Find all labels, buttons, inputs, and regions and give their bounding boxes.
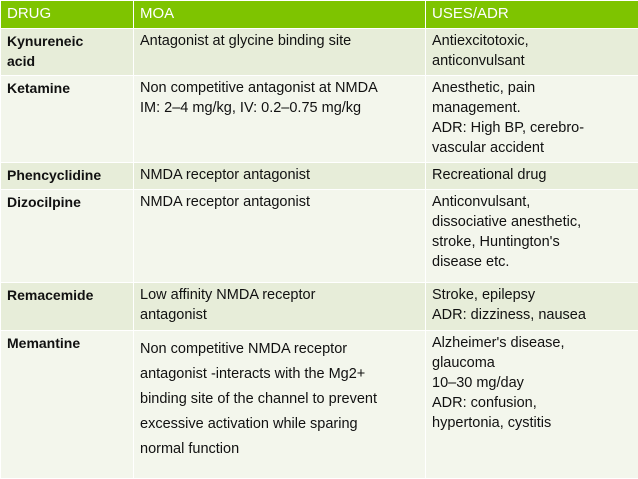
- uses-line: Alzheimer's disease,: [432, 335, 565, 351]
- uses-cell: [426, 283, 638, 331]
- uses-line: stroke, Huntington's: [432, 234, 560, 250]
- drug-cell: [1, 76, 134, 163]
- moa-line: antagonist: [140, 307, 207, 323]
- table-row: [1, 283, 638, 331]
- uses-cell: [426, 190, 638, 283]
- table-row: [1, 29, 638, 76]
- uses-line: glaucoma: [432, 355, 495, 371]
- uses-line: Anticonvulsant,: [432, 194, 531, 210]
- moa-cell: [134, 190, 426, 283]
- uses-line: ADR: confusion,: [432, 395, 537, 411]
- table-row: [1, 331, 638, 479]
- moa-cell: [134, 331, 426, 479]
- uses-line: disease etc.: [432, 254, 510, 270]
- drug-name-line: acid: [7, 53, 36, 69]
- moa-line: Non competitive NMDA receptor: [140, 341, 348, 357]
- table-row: [1, 76, 638, 163]
- header-moa: MOA: [134, 1, 426, 29]
- drug-name-line: Memantine: [7, 335, 81, 351]
- uses-cell: [426, 29, 638, 76]
- uses-line: Antiexcitotoxic,: [432, 33, 529, 49]
- drug-cell: [1, 331, 134, 479]
- header-row: [1, 1, 638, 29]
- uses-line: Recreational drug: [432, 167, 547, 183]
- uses-line: ADR: dizziness, nausea: [432, 307, 586, 323]
- moa-line: NMDA receptor antagonist: [140, 167, 311, 183]
- uses-line: ADR: High BP, cerebro-: [432, 120, 585, 136]
- uses-line: vascular accident: [432, 140, 545, 156]
- drug-cell: [1, 163, 134, 190]
- moa-line: antagonist -interacts with the Mg2+: [140, 366, 366, 382]
- moa-cell: [134, 29, 426, 76]
- drug-name-line: Kynureneic: [7, 33, 84, 49]
- header-drug: DRUG: [1, 1, 134, 29]
- moa-line: normal function: [140, 441, 240, 457]
- moa-line: binding site of the channel to prevent: [140, 391, 377, 407]
- uses-line: hypertonia, cystitis: [432, 415, 552, 431]
- header-uses-adr: USES/ADR: [426, 1, 638, 29]
- drug-cell: [1, 29, 134, 76]
- moa-cell: [134, 76, 426, 163]
- drug-name-line: Phencyclidine: [7, 167, 102, 183]
- uses-line: 10–30 mg/day: [432, 375, 524, 391]
- table-row: [1, 163, 638, 190]
- drug-name-line: Dizocilpine: [7, 194, 81, 210]
- uses-cell: [426, 163, 638, 190]
- moa-line: NMDA receptor antagonist: [140, 194, 311, 210]
- drug-name-line: Remacemide: [7, 287, 94, 303]
- moa-cell: [134, 163, 426, 190]
- moa-line: excessive activation while sparing: [140, 416, 358, 432]
- moa-line: IM: 2–4 mg/kg, IV: 0.2–0.75 mg/kg: [140, 100, 362, 116]
- uses-line: management.: [432, 100, 521, 116]
- moa-line: Low affinity NMDA receptor: [140, 287, 316, 303]
- moa-cell: [134, 283, 426, 331]
- moa-line: Non competitive antagonist at NMDA: [140, 80, 378, 96]
- uses-line: dissociative anesthetic,: [432, 214, 582, 230]
- moa-line: Antagonist at glycine binding site: [140, 33, 352, 49]
- table-row: [1, 190, 638, 283]
- drug-cell: [1, 190, 134, 283]
- uses-line: Anesthetic, pain: [432, 80, 536, 96]
- uses-cell: [426, 76, 638, 163]
- drug-name-line: Ketamine: [7, 80, 71, 96]
- uses-line: Stroke, epilepsy: [432, 287, 536, 303]
- uses-line: anticonvulsant: [432, 53, 525, 69]
- drug-cell: [1, 283, 134, 331]
- uses-cell: [426, 331, 638, 479]
